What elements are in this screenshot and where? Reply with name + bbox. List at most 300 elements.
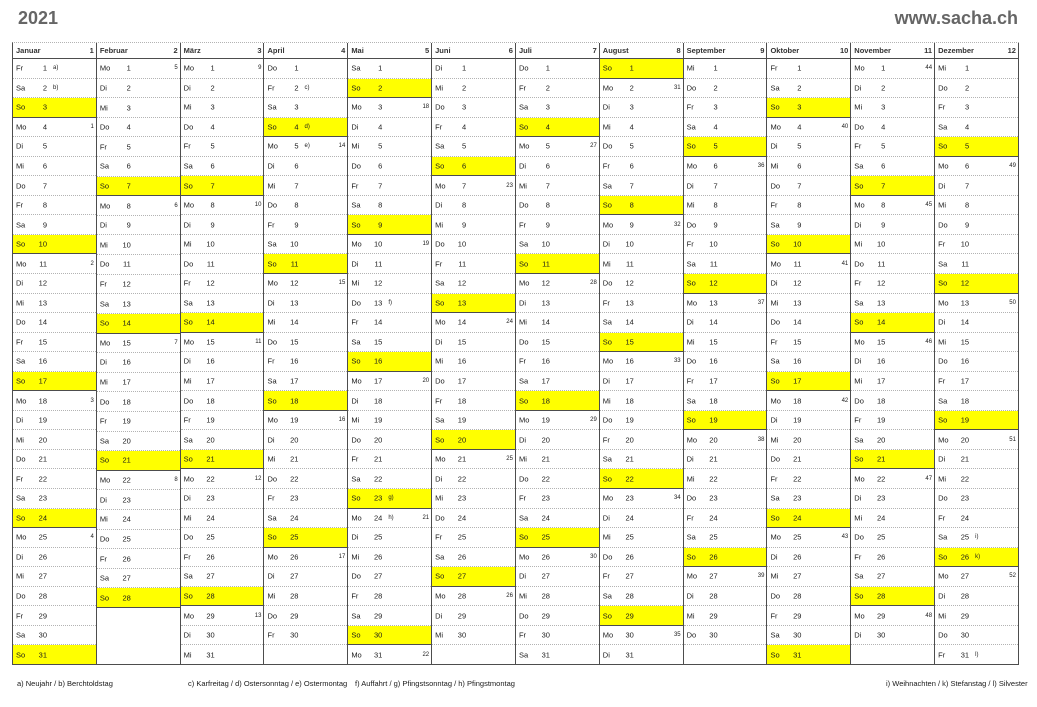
day-number: 27 xyxy=(290,571,299,581)
weekday-label: So xyxy=(686,141,696,151)
weekday-label: Di xyxy=(602,513,610,523)
day-number: 1 xyxy=(797,63,802,73)
day-number: 3 xyxy=(461,102,467,112)
day-cell xyxy=(851,587,934,607)
weekday-label: Fr xyxy=(435,532,443,542)
weekday-label: Do xyxy=(16,454,26,464)
day-number: 14 xyxy=(206,317,215,327)
day-number: 24 xyxy=(38,513,47,523)
day-number: 28 xyxy=(122,593,131,603)
day-cell xyxy=(600,333,683,353)
day-cell xyxy=(264,196,347,216)
day-cell xyxy=(767,606,850,626)
holiday-footnote-ref: g) xyxy=(388,495,394,502)
month-column-juni xyxy=(432,43,516,664)
day-number: 14 xyxy=(876,317,886,327)
day-cell xyxy=(767,118,850,138)
day-cell xyxy=(181,313,264,333)
day-cell xyxy=(851,528,934,548)
month-days xyxy=(13,59,96,664)
weekday-label: Do xyxy=(686,356,697,366)
day-cell xyxy=(851,391,934,411)
day-cell xyxy=(13,450,96,470)
weekday-label: Di xyxy=(518,435,527,445)
weekday-label: Mo xyxy=(99,475,111,485)
weekday-label: Do xyxy=(518,474,529,484)
day-number: 1 xyxy=(210,63,215,73)
day-cell xyxy=(264,489,347,509)
day-number: 17 xyxy=(793,376,802,386)
weekday-label: Mi xyxy=(938,200,947,210)
day-cell xyxy=(600,645,683,664)
weekday-label: Do xyxy=(267,337,278,347)
day-number: 16 xyxy=(876,356,886,366)
day-number: 30 xyxy=(206,630,215,640)
day-number: 18 xyxy=(960,396,970,406)
day-cell xyxy=(348,411,431,431)
day-number: 2 xyxy=(210,83,215,93)
day-number: 11 xyxy=(374,259,383,269)
weekday-label: Mo xyxy=(183,611,195,621)
day-number: 16 xyxy=(38,356,47,366)
day-cell xyxy=(264,626,347,646)
weekday-label: Di xyxy=(686,181,694,191)
day-number: 17 xyxy=(290,376,299,386)
weekday-label: Do xyxy=(938,493,948,503)
day-cell xyxy=(600,215,683,235)
day-number: 31 xyxy=(960,650,970,660)
weekday-label: Sa xyxy=(938,396,948,406)
day-number: 9 xyxy=(713,220,718,230)
day-cell xyxy=(516,372,599,392)
day-cell xyxy=(348,157,431,177)
weekday-label: Mo xyxy=(16,532,27,542)
day-number: 4 xyxy=(964,122,970,132)
day-number: 23 xyxy=(960,493,970,503)
day-cell xyxy=(13,509,96,529)
day-number: 26 xyxy=(206,552,215,562)
weekday-label: Mo xyxy=(183,63,195,73)
empty-cell xyxy=(97,608,180,664)
day-number: 21 xyxy=(709,454,718,464)
day-cell xyxy=(516,196,599,216)
day-number: 2 xyxy=(42,83,47,93)
day-number: 17 xyxy=(709,376,718,386)
day-number: 18 xyxy=(206,396,215,406)
week-number: 50 xyxy=(1009,299,1016,306)
day-cell xyxy=(264,98,347,118)
day-number: 1 xyxy=(629,63,634,73)
day-cell xyxy=(516,567,599,587)
day-cell xyxy=(684,489,767,509)
day-number: 9 xyxy=(461,220,467,230)
weekday-label: Sa xyxy=(602,181,612,191)
day-number: 18 xyxy=(793,396,802,406)
day-number: 14 xyxy=(122,318,131,328)
day-number: 20 xyxy=(373,435,383,445)
weekday-label: So xyxy=(267,122,277,132)
day-number: 14 xyxy=(541,317,550,327)
day-cell xyxy=(432,235,515,255)
day-number: 15 xyxy=(625,337,634,347)
weekday-label: Mo xyxy=(938,435,949,445)
day-cell xyxy=(13,215,96,235)
day-cell xyxy=(600,59,683,79)
day-number: 3 xyxy=(294,102,299,112)
weekday-label: So xyxy=(183,317,193,327)
day-number: 23 xyxy=(541,493,550,503)
day-number: 24 xyxy=(290,513,299,523)
weekday-label: Mi xyxy=(16,298,24,308)
day-cell xyxy=(264,352,347,372)
holiday-footnote-ref: a) xyxy=(53,65,59,72)
weekday-label: Mo xyxy=(686,298,698,308)
day-cell xyxy=(516,469,599,489)
weekday-label: Mi xyxy=(686,337,695,347)
day-number: 9 xyxy=(797,220,802,230)
day-number: 19 xyxy=(793,415,802,425)
weekday-label: Sa xyxy=(351,337,361,347)
month-name: November xyxy=(854,46,891,55)
day-number: 10 xyxy=(876,239,886,249)
day-cell xyxy=(851,469,934,489)
week-number: 4 xyxy=(90,534,94,541)
weekday-label: Di xyxy=(770,415,778,425)
day-number: 20 xyxy=(793,435,802,445)
day-cell xyxy=(13,567,96,587)
weekday-label: Sa xyxy=(770,356,780,366)
day-cell xyxy=(181,372,264,392)
day-cell xyxy=(767,313,850,333)
day-cell xyxy=(181,176,264,196)
weekday-label: Mi xyxy=(183,102,192,112)
day-cell xyxy=(516,528,599,548)
day-cell xyxy=(181,528,264,548)
day-cell xyxy=(264,606,347,626)
day-cell xyxy=(935,196,1018,216)
day-cell xyxy=(97,98,180,118)
day-cell xyxy=(851,567,934,587)
day-cell xyxy=(264,294,347,314)
day-number: 7 xyxy=(126,181,131,191)
month-name: Juni xyxy=(435,46,451,55)
weekday-label: Do xyxy=(686,220,697,230)
month-column-mai xyxy=(348,43,432,664)
weekday-label: Mi xyxy=(686,474,695,484)
week-number: 34 xyxy=(673,495,681,502)
week-number: 37 xyxy=(757,299,765,306)
day-cell xyxy=(432,157,515,177)
week-number: 28 xyxy=(590,280,597,287)
day-cell xyxy=(13,411,96,431)
day-number: 17 xyxy=(541,376,550,386)
day-number: 3 xyxy=(881,102,886,112)
weekday-label: Do xyxy=(518,611,529,621)
day-cell xyxy=(97,588,180,608)
day-cell xyxy=(348,606,431,626)
day-number: 25 xyxy=(206,532,215,542)
month-header xyxy=(935,43,1018,59)
day-number: 23 xyxy=(290,493,299,503)
holiday-footnote-ref: e) xyxy=(304,143,310,150)
day-number: 2 xyxy=(461,83,467,93)
weekday-label: Sa xyxy=(183,161,193,171)
weekday-label: Do xyxy=(602,415,613,425)
day-cell xyxy=(935,215,1018,235)
day-cell xyxy=(684,411,767,431)
day-number: 12 xyxy=(206,278,215,288)
day-number: 28 xyxy=(541,591,550,601)
day-number: 29 xyxy=(709,611,718,621)
month-header xyxy=(264,43,347,59)
weekday-label: So xyxy=(435,298,445,308)
day-cell xyxy=(600,509,683,529)
day-cell xyxy=(767,450,850,470)
weekday-label: Fr xyxy=(770,337,778,347)
day-cell xyxy=(935,626,1018,646)
day-cell xyxy=(684,626,767,646)
day-number: 17 xyxy=(122,377,131,387)
day-number: 26 xyxy=(290,552,299,562)
weekday-label: So xyxy=(770,239,780,249)
weekday-label: Di xyxy=(518,161,527,171)
day-number: 11 xyxy=(961,259,970,269)
site-link[interactable]: www.sacha.ch xyxy=(894,8,1018,28)
weekday-label: Di xyxy=(267,435,275,445)
weekday-label: Mi xyxy=(518,181,527,191)
weekday-label: So xyxy=(854,454,864,464)
day-number: 13 xyxy=(122,299,131,309)
weekday-label: Fr xyxy=(770,63,778,73)
week-number: 52 xyxy=(1009,573,1016,580)
weekday-label: So xyxy=(351,356,361,366)
weekday-label: Di xyxy=(518,298,527,308)
day-number: 22 xyxy=(876,474,886,484)
day-number: 14 xyxy=(38,317,47,327)
day-cell xyxy=(181,235,264,255)
month-header xyxy=(97,43,180,59)
day-cell xyxy=(432,606,515,626)
weekday-label: Sa xyxy=(770,220,780,230)
day-number: 25 xyxy=(709,532,718,542)
day-cell xyxy=(767,509,850,529)
day-cell xyxy=(935,59,1018,79)
day-cell xyxy=(13,430,96,450)
day-number: 29 xyxy=(38,611,47,621)
day-number: 5 xyxy=(629,141,634,151)
day-number: 1 xyxy=(126,63,131,73)
day-number: 20 xyxy=(625,435,634,445)
day-number: 4 xyxy=(294,122,299,132)
day-cell xyxy=(181,489,264,509)
day-number: 4 xyxy=(126,122,131,132)
day-number: 9 xyxy=(210,220,215,230)
weekday-label: Mi xyxy=(435,493,444,503)
day-number: 31 xyxy=(206,650,215,660)
weekday-label: Do xyxy=(351,161,361,171)
day-cell xyxy=(181,137,264,157)
day-number: 25 xyxy=(960,532,970,542)
day-number: 23 xyxy=(625,493,634,503)
day-number: 27 xyxy=(373,571,383,581)
day-cell xyxy=(767,59,850,79)
day-number: 14 xyxy=(709,317,718,327)
weekday-label: Di xyxy=(99,495,107,505)
day-cell xyxy=(935,645,1018,664)
weekday-label: Fr xyxy=(16,611,24,621)
day-number: 3 xyxy=(797,102,802,112)
weekday-label: Mi xyxy=(686,63,695,73)
weekday-label: Mo xyxy=(99,63,111,73)
month-column-juli xyxy=(516,43,600,664)
weekday-label: Do xyxy=(183,122,194,132)
day-number: 18 xyxy=(457,396,467,406)
weekday-label: Sa xyxy=(351,611,361,621)
day-number: 28 xyxy=(290,591,299,601)
day-number: 10 xyxy=(709,239,718,249)
week-number: 36 xyxy=(757,163,765,169)
weekday-label: Mo xyxy=(854,611,865,621)
day-number: 20 xyxy=(38,435,47,445)
week-number: 12 xyxy=(254,475,262,482)
day-number: 28 xyxy=(38,591,47,601)
week-number: 2 xyxy=(90,260,94,267)
weekday-label: So xyxy=(183,454,193,464)
weekday-label: Fr xyxy=(938,650,946,660)
day-number: 6 xyxy=(42,161,47,171)
weekday-label: So xyxy=(435,571,445,581)
day-cell xyxy=(767,196,850,216)
day-cell xyxy=(348,215,431,235)
day-number: 31 xyxy=(38,650,47,660)
day-cell xyxy=(264,137,347,157)
day-cell xyxy=(684,215,767,235)
day-cell xyxy=(181,430,264,450)
weekday-label: Fr xyxy=(99,142,107,152)
weekday-label: Mo xyxy=(686,571,698,581)
weekday-label: Do xyxy=(518,337,529,347)
weekday-label: Sa xyxy=(267,376,277,386)
day-number: 22 xyxy=(960,474,970,484)
day-cell xyxy=(97,432,180,452)
day-number: 29 xyxy=(793,611,802,621)
weekday-label: Sa xyxy=(686,532,696,542)
weekday-label: So xyxy=(99,181,110,191)
day-cell xyxy=(600,157,683,177)
day-number: 6 xyxy=(126,161,131,171)
weekday-label: Di xyxy=(435,337,443,347)
day-number: 22 xyxy=(38,474,47,484)
day-cell xyxy=(684,469,767,489)
day-number: 12 xyxy=(38,278,47,288)
day-number: 26 xyxy=(373,552,383,562)
day-number: 28 xyxy=(960,591,970,601)
day-number: 11 xyxy=(206,259,215,269)
day-cell xyxy=(181,469,264,489)
weekday-label: Do xyxy=(435,102,445,112)
day-number: 24 xyxy=(206,513,215,523)
day-cell xyxy=(13,626,96,646)
weekday-label: Fr xyxy=(351,454,359,464)
day-cell xyxy=(684,372,767,392)
weekday-label: Mo xyxy=(854,200,865,210)
day-cell xyxy=(432,79,515,99)
day-number: 31 xyxy=(541,650,550,660)
month-name: August xyxy=(602,46,629,55)
weekday-label: Do xyxy=(518,63,529,73)
day-cell xyxy=(13,98,96,118)
weekday-label: Di xyxy=(938,591,946,601)
day-number: 27 xyxy=(960,571,970,581)
day-cell xyxy=(935,548,1018,568)
day-number: 15 xyxy=(373,337,383,347)
weekday-label: Mo xyxy=(267,415,278,425)
day-number: 4 xyxy=(461,122,467,132)
weekday-label: Sa xyxy=(518,239,529,249)
weekday-label: Fr xyxy=(770,200,778,210)
day-cell xyxy=(432,587,515,607)
weekday-label: Do xyxy=(938,356,948,366)
day-cell xyxy=(851,118,934,138)
day-number: 2 xyxy=(713,83,718,93)
day-cell xyxy=(851,372,934,392)
legend-christmas: i) Weihnachten / k) Stefanstag / l) Silvester xyxy=(886,679,1028,688)
day-number: 1 xyxy=(713,63,718,73)
month-number: 10 xyxy=(839,46,849,55)
weekday-label: Fr xyxy=(16,337,24,347)
weekday-label: Mi xyxy=(938,474,947,484)
weekday-label: Mo xyxy=(602,493,614,503)
day-cell xyxy=(432,372,515,392)
legend-easter: c) Karfreitag / d) Ostersonntag / e) Ostermontag xyxy=(188,679,348,688)
month-number: 2 xyxy=(173,46,178,55)
day-cell xyxy=(264,313,347,333)
day-number: 16 xyxy=(793,356,802,366)
day-number: 6 xyxy=(461,161,467,171)
legend-newyear: a) Neujahr / b) Berchtoldstag xyxy=(17,679,113,688)
weekday-label: Sa xyxy=(267,239,277,249)
weekday-label: Mi xyxy=(518,317,527,327)
weekday-label: Sa xyxy=(854,298,864,308)
day-number: 10 xyxy=(38,239,47,249)
day-cell xyxy=(767,235,850,255)
day-cell xyxy=(181,157,264,177)
day-cell xyxy=(13,196,96,216)
month-number: 11 xyxy=(924,46,933,55)
day-cell xyxy=(600,606,683,626)
day-number: 30 xyxy=(457,630,467,640)
weekday-label: So xyxy=(854,591,864,601)
day-number: 25 xyxy=(793,532,802,542)
holiday-footnote-ref: h) xyxy=(388,514,394,521)
weekday-label: Di xyxy=(602,376,610,386)
day-cell xyxy=(97,334,180,354)
day-cell xyxy=(516,254,599,274)
weekday-label: Fr xyxy=(183,415,191,425)
day-number: 11 xyxy=(626,259,634,269)
day-cell xyxy=(684,79,767,99)
day-number: 11 xyxy=(123,259,131,269)
day-cell xyxy=(264,79,347,99)
day-number: 16 xyxy=(625,356,634,366)
day-number: 13 xyxy=(876,298,886,308)
day-cell xyxy=(348,391,431,411)
day-cell xyxy=(767,333,850,353)
day-number: 24 xyxy=(373,513,383,523)
month-header xyxy=(767,43,850,59)
month-header xyxy=(181,43,264,59)
weekday-label: Di xyxy=(351,396,359,406)
